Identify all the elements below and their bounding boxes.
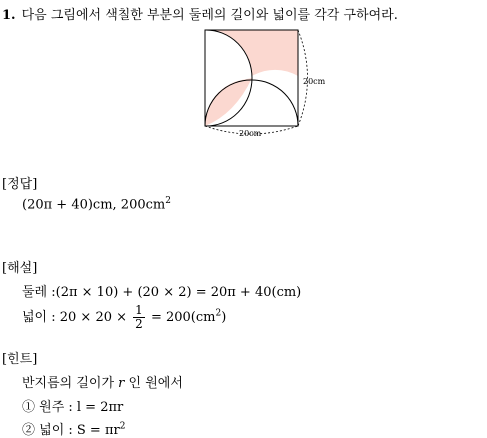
- question-number: 1.: [2, 8, 16, 23]
- hint-intro-a: 반지름의 길이가: [22, 376, 119, 391]
- area-close: ): [221, 310, 227, 325]
- side-label: 20cm: [303, 77, 326, 86]
- bottom-label: 20cm: [239, 129, 262, 138]
- hint-item-2-main: ② 넓이 : S = πr: [22, 423, 120, 438]
- explanation-perimeter: 둘레 :(2π × 10) + (20 × 2) = 20π + 40(cm): [22, 285, 302, 300]
- answer-text: [22, 196, 171, 212]
- area-fraction: [133, 304, 145, 331]
- answer-main: (20π + 40)cm, 200cm: [22, 197, 166, 213]
- question: [2, 4, 398, 23]
- hint-item-2: [22, 419, 125, 438]
- fraction-denominator: 2: [135, 317, 143, 331]
- hint-intro: [22, 372, 183, 391]
- answer-heading: [정답]: [2, 177, 38, 192]
- hint-heading: [힌트]: [2, 352, 38, 367]
- hint-item-2-sup: 2: [119, 421, 126, 432]
- answer-sup: 2: [165, 196, 171, 206]
- area-suffix: = 200(cm: [150, 310, 216, 325]
- explanation-heading: [해설]: [2, 261, 38, 276]
- question-text: 다음 그림에서 색칠한 부분의 둘레의 길이와 넓이를 각각 구하여라.: [21, 8, 398, 23]
- fraction-numerator: 1: [135, 303, 143, 317]
- hint-item-1: ① 원주 : l = 2πr: [22, 400, 124, 415]
- area-sup: 2: [215, 308, 222, 319]
- hint-var-r: r: [118, 376, 125, 391]
- figure: [195, 24, 345, 139]
- area-prefix: 넓이 : 20 × 20 ×: [22, 310, 128, 325]
- explanation-area: [22, 304, 226, 331]
- hint-intro-b: 인 원에서: [124, 376, 183, 391]
